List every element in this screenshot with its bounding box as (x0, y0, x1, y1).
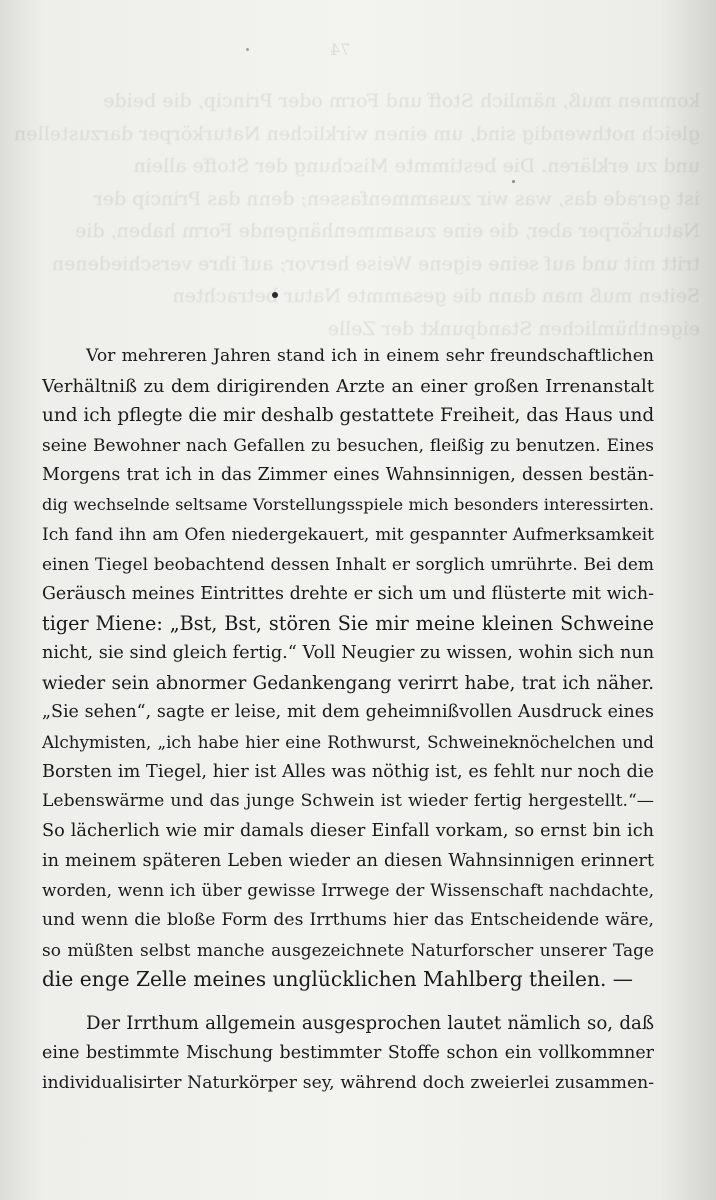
text-line: seine Bewohner nach Gefallen zu besuchen, fleißig zu benutzen. Eines (42, 435, 654, 456)
text-line: dig wechselnde seltsame Vorstellungsspiele mich besonders interessirten. (42, 495, 654, 515)
page-body (42, 342, 654, 1098)
text-line: eine bestimmte Mischung bestimmter Stoffe schon ein vollkommner (42, 1042, 654, 1063)
paragraph-2 (42, 1009, 654, 1098)
text-line: und ich pflegte die mir deshalb gestattete Freiheit, das Haus und (42, 405, 655, 427)
ink-speck (272, 292, 278, 298)
paragraph-1 (42, 342, 654, 995)
text-line: Vor mehreren Jahren stand ich in einem sehr freundschaftlichen (86, 346, 654, 366)
text-line: worden, wenn ich über gewisse Irrwege der Wissenschaft nachdachte, (42, 880, 654, 901)
text-line: Lebenswärme und das junge Schwein ist wieder fertig hergestellt.“— (42, 791, 654, 812)
ink-speck (512, 180, 515, 183)
paragraph-gap (42, 995, 654, 1009)
text-line: Alchymisten, „ich habe hier eine Rothwurst, Schweineknöchelchen und (42, 731, 654, 752)
text-line: individualisirter Naturkörper sey, während doch zweierlei zusammen- (42, 1072, 654, 1093)
bleed-through-text: kommen muß, nämlich Stoff und Form oder Princip, die beide gleich nothwendig sind, um einen wirklichen Naturkörper darzustellen und zu erklären. Die bestimmte Mischung der Stoffe allein ist gerade das, was wir zusammenfassen; denn das Princip der Naturkörper aber, die eine zusammenhängende Form haben, die tritt mit und auf seine eigene Weise hervor; auf ihre verschiedenen Seiten muß man dann die gesammte Natur betrachten eigenthümlichen Standpunkt der Zelle (14, 90, 700, 340)
text-line: wieder sein abnormer Gedankengang verirrt habe, trat ich näher. (42, 672, 654, 694)
text-line: So lächerlich wie mir damals dieser Einfall vorkam, so ernst bin ich (42, 821, 654, 841)
text-line: Morgens trat ich in das Zimmer eines Wahnsinnigen, dessen bestän- (42, 464, 654, 485)
ink-speck (246, 48, 249, 51)
text-line: Der Irrthum allgemein ausgesprochen lautet nämlich so, daß (86, 1013, 654, 1035)
text-line: einen Tiegel beobachtend dessen Inhalt er sorglich umrührte. Bei dem (42, 553, 654, 574)
text-line: Geräusch meines Eintrittes drehte er sich um und flüsterte mit wich- (42, 583, 654, 604)
text-line: Verhältniß zu dem dirigirenden Arzte an einer großen Irrenanstalt (42, 375, 654, 397)
text-line: Ich fand ihn am Ofen niedergekauert, mit gespannter Aufmerksamkeit (42, 524, 654, 545)
text-line: tiger Miene: „Bst, Bst, stören Sie mir meine kleinen Schweine (42, 612, 654, 636)
text-line: Borsten im Tiegel, hier ist Alles was nöthig ist, es fehlt nur noch die (42, 761, 654, 782)
text-line: und wenn die bloße Form des Irrthums hier das Entscheidende wäre, (42, 910, 654, 931)
text-line: „Sie sehen“, sagte er leise, mit dem geheimnißvollen Ausdruck eines (42, 702, 654, 723)
bleed-through-page-number: 74 (330, 40, 351, 59)
text-line: nicht, sie sind gleich fertig.“ Voll Neugier zu wissen, wohin sich nun (42, 642, 655, 663)
text-line: so müßten selbst manche ausgezeichnete Naturforscher unserer Tage (42, 939, 654, 960)
text-line: die enge Zelle meines unglücklichen Mahlberg theilen. — (42, 967, 633, 992)
text-line: in meinem späteren Leben wieder an diesen Wahnsinnigen erinnert (42, 850, 654, 871)
